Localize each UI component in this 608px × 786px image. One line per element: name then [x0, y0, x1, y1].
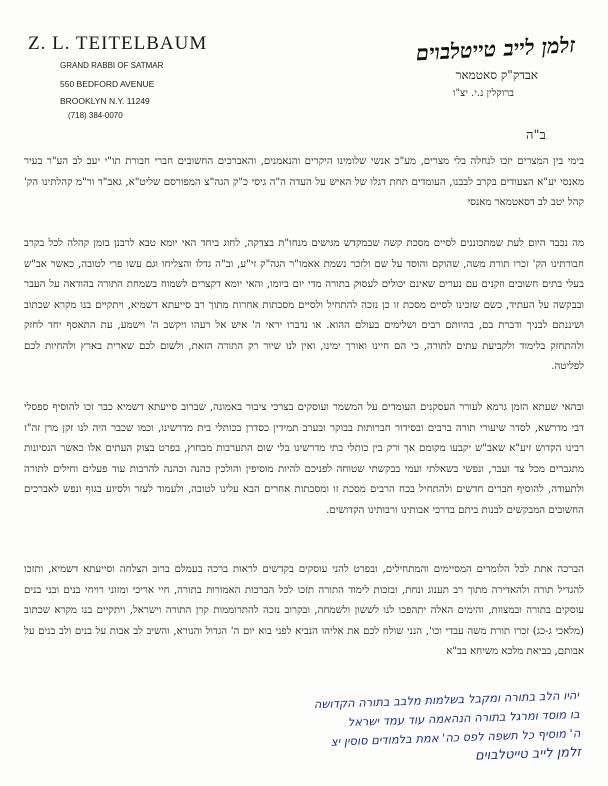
- letterhead-hebrew: [334, 32, 574, 112]
- letterhead-phone: (718) 384-0070: [68, 111, 123, 120]
- signature-line: ה' מוסיף כל תשפה לפס כה' אמת בלמודים סוסין יצ: [330, 725, 581, 749]
- letterhead-city: BROOKLYN N.Y. 11249: [60, 96, 150, 106]
- paragraph-opening: בימי בין המצרים יזכו לנחלה בלי מצרים, מע"כ אנשי שלומינו היקרים והנאמנים, והאברכים החשובים חברי חבורת תו"י יעב לב הע"ר בעיר מאנסי יע"א הצעודים בקרב לבבנו, העומדים תחת דגלו של האיש על העדה ה"ה גיסי כ"ק הגה"צ המפורסם שליט"א, גאב"ד ור"מ קהלתינו הק' קהל יטב לב דסאטמאר מאנסי: [24, 156, 584, 208]
- signature-line: יהיו הלב בתורה ומקבל בשלמות מלבב בתורה הקדושה: [313, 688, 580, 712]
- letterhead-hebrew-address: ברוקלין נ.י. יצ"ו: [452, 88, 514, 99]
- signature-name: זלמן לייב טייטלבוים: [474, 744, 582, 764]
- handwritten-signature: [179, 686, 581, 776]
- letterhead-hebrew-title: אבדק"ק סאטמאר: [455, 68, 538, 82]
- letterhead-name-english: Z. L. TEITELBAUM: [28, 33, 208, 54]
- letterhead-street: 550 BEDFORD AVENUE: [60, 79, 155, 89]
- paragraph-blessing: הברכה אתת לכל הלומדים המסיימים והמתחילים, ובפרט להני עוסקים בקדשים לראות ברכה בעמלם ברוב הצלחה וסייעתא דשמיא, ותזכו להגדיל תורה ולהאדירה מתוך רב תענוג ונחת, ובזכות לימוד התורה תזכו לכל הברכות האמורות בתורה, חיי אריכי ומזוני רויחי בנים ובני בנים עוסקים בתורה ובמצוות, והימים האלה יתהפכו לנו לששון ולשמחה, ובקרוב נזכה להתרוממות קרן התורה וישראל, ויתקיים בנו מקרא שכתוב (מלאכי ג-כג) זכרו תורת משה עבדי וכו', הנני שולח לכם את אליהו הנביא לפני בוא יום ה' הגדול והנורא, והשיב לב אבות על בנים ולב בנים על אבותם, בביאת מלכא משיחא בב"א: [24, 564, 584, 657]
- letterhead-title: GRAND RABBI OF SATMAR: [60, 61, 164, 70]
- paragraph-appeal: ובהאי שעתא הזמן גרמא לעורר העסקנים העומדים על המשמר ועוסקים בצרכי ציבור באמונה, שברוב סייעתא דשמיא כבר זכו להוסיף ספסלי דבי מדרשא, לסדר שיעורי תורה ברבים ובסידור חברותות בבוקר ובערב תמידין כסדרן בכותלי בית מדרשינו, וכמו שכבר היה לנו זקן מרן זה"ז רבינו הקדוש זיע"א שאב"ש יקבעו מקומם אך ורק בין כותלי בתי מדרשינו בלי שום התערבות מבחוץ, בפרט בצוק העתים אלו כאשר הנסיונות מתגברים מכל צד ועבר, ונפשי בשאלתי ועמי בבקשתי שטוחה לפניכם להיות מוסיפין והולכין כהנה וכהנה להרבות עוד פעלים וחילים לתורה ולתעודה, להוסיף חברים חדשים ולהתחיל בכח הרבים מסכת זו ומסכתות אחרים הבא עלינו לטובה, ולעמוד לעזר ולסיוע בגוף ונפש לאברכים החשובים המבקשים לבנות ביתם בדרכי אבותינו ורבותינו הקדושים.: [24, 402, 584, 516]
- paragraph-siyum: מה נכבד היום לעת שמתכוננים לסיים מסכת קשה שבמקדש מגישים מנחו"ת בצדקה, לחוג ביחד האי יומא טבא לרבנן בזמן קהלה לכל בקרב חבורתינו הק' זכרו תורת משה, שהוקם והוסד על שם ולזכר נשמת אאמו"ר הגה"ק זי"ע, וב"ה גדלו והצליחו וגם עשו פרי לטובה, כאשר אב"ש בעלי בתים חשובים וזקנים עם נערים שאינם יכולים לעסוק בתורה מדי יום ביומו, והאי יומא דקצרים לשמוח בשמחת התורה בהודאה על העבר ובבקשה על העתיד, כשם שזכינו לסיים מסכת זו כן נזכה להתחיל ולסיים מסכתות אחרות מתוך רב סייעתא דשמיא, ויתקיים בנו מקרא שכתוב ושיננתם לבניך ודברת בם, בהיותם רבים ושלימים בעולם ההוא. או נדברו יראי ה' איש אל רעהו ויקשב ה' וישמע, עת התאסף יחד לחזק ולהתחזק בלימוד ולקביעת עתים לתורה, כי הם חיינו ואורך ימינו, ואין לנו שיור רק התורה הזאת, ולשום לכם שארית בארץ ולהחיות לכם לפליטה.: [24, 238, 584, 372]
- signature-line: בו מוסד ומרגל בתורה הנהאמה עוד עמד ישראל: [347, 707, 580, 730]
- bh-header: ב"ה: [526, 128, 546, 143]
- letterhead-name-hebrew: זלמן לייב טייטלבוים: [414, 32, 576, 66]
